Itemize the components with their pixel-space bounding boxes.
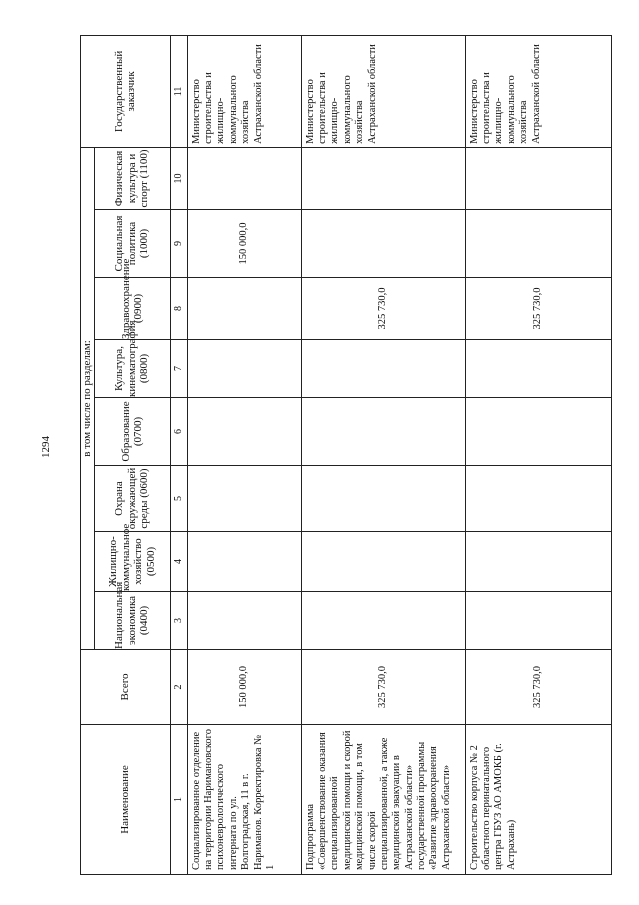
cell-0800 (301, 340, 465, 398)
column-number: 3 (170, 592, 187, 650)
cell-1000: 150 000,0 (187, 210, 301, 278)
cell-1100 (301, 147, 465, 209)
cell-0500 (465, 532, 611, 592)
column-number: 4 (170, 532, 187, 592)
column-number: 5 (170, 466, 187, 532)
header-section-0900: Здравоохранение (0900) (94, 278, 170, 340)
row-customer: Министерство строительства и жилищно-коммунального хозяйства Астраханской области (301, 35, 465, 147)
budget-table (80, 35, 612, 875)
cell-0800 (187, 340, 301, 398)
cell-0500 (301, 532, 465, 592)
cell-0400 (465, 592, 611, 650)
cell-1000 (465, 210, 611, 278)
page-number: 1294 (40, 436, 52, 458)
cell-0400 (187, 592, 301, 650)
row-name: Социализированное отделение на территории Наримановского психоневрологического интерната по ул. Волгоградская, 11 в г. Нариманов. Корректировка № 1 (187, 725, 301, 875)
row-customer: Министерство строительства и жилищно-коммунального хозяйства Астраханской области (187, 35, 301, 147)
cell-0800 (465, 340, 611, 398)
row-customer: Министерство строительства и жилищно-коммунального хозяйства Астраханской области (465, 35, 611, 147)
header-section-1000: Социальная политика (1000) (94, 210, 170, 278)
row-total: 325 730,0 (465, 650, 611, 725)
column-number: 11 (170, 35, 187, 147)
header-customer: Государственный заказчик (81, 35, 171, 147)
header-section-0500: Жилищно-коммунальное хозяйство (0500) (94, 532, 170, 592)
cell-1000 (301, 210, 465, 278)
header-section-0600: Охрана окружающей среды (0600) (94, 466, 170, 532)
cell-0600 (187, 466, 301, 532)
header-section-0400: Национальная экономика (0400) (94, 592, 170, 650)
row-name: Строительство корпуса № 2 областного перинатального центра ГБУЗ АО АМОКБ (г. Астрахань) (465, 725, 611, 875)
header-section-0800: Культура, кинематография (0800) (94, 340, 170, 398)
cell-0900: 325 730,0 (465, 278, 611, 340)
column-number-row (170, 35, 187, 874)
column-number: 7 (170, 340, 187, 398)
table-row (187, 35, 301, 874)
row-total: 150 000,0 (187, 650, 301, 725)
row-name: Подпрограмма «Совершенствование оказания специализированной медицинской помощи и скорой медицинской помощи, в том числе скорой специализированной, а также медицинской эвакуации в Астраханской области» государственной программы «Развитие здравоохранения Астраханской области» (301, 725, 465, 875)
column-number: 9 (170, 210, 187, 278)
column-number: 10 (170, 147, 187, 209)
header-section-1100: Физическая культура и спорт (1100) (94, 147, 170, 209)
table-row (465, 35, 611, 874)
header-total: Всего (81, 650, 171, 725)
table-row (301, 35, 465, 874)
column-number: 2 (170, 650, 187, 725)
cell-0700 (301, 398, 465, 466)
cell-0500 (187, 532, 301, 592)
cell-0700 (465, 398, 611, 466)
cell-1100 (465, 147, 611, 209)
row-total: 325 730,0 (301, 650, 465, 725)
cell-0700 (187, 398, 301, 466)
header-section-0700: Образование (0700) (94, 398, 170, 466)
cell-0400 (301, 592, 465, 650)
cell-0600 (465, 466, 611, 532)
rotated-table-container (80, 36, 609, 875)
cell-1100 (187, 147, 301, 209)
header-sections-group: в том числе по разделам: (81, 147, 95, 649)
column-number: 8 (170, 278, 187, 340)
cell-0900 (187, 278, 301, 340)
header-name: Наименование (81, 725, 171, 875)
cell-0600 (301, 466, 465, 532)
column-number: 6 (170, 398, 187, 466)
cell-0900: 325 730,0 (301, 278, 465, 340)
column-number: 1 (170, 725, 187, 875)
